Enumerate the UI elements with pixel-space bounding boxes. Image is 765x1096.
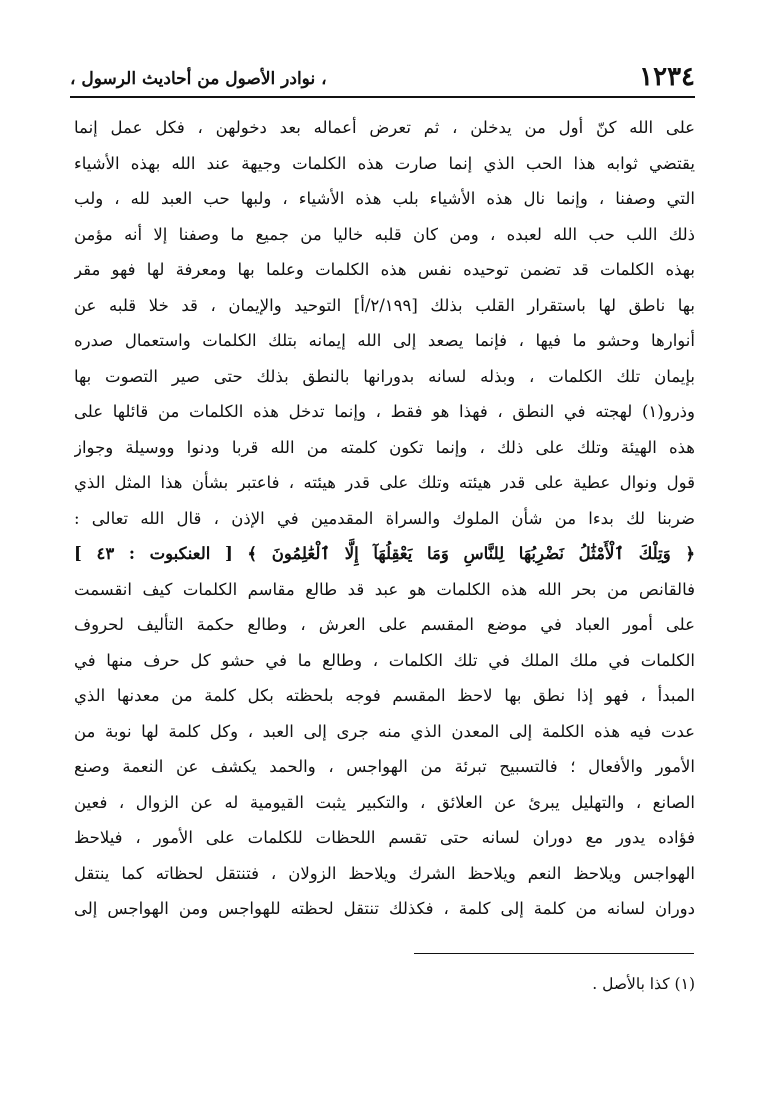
quran-verse-line: ﴿ وَتِلْكَ ٱلْأَمْثَٰلُ نَضْرِبُهَا لِلنَّاسِ وَمَا يَعْقِلُهَآ إِلَّا ٱلْعَٰلِمُونَ ﴾ [ العنكبوت : ٤٣ ] [74,544,695,563]
body-line: وذرو(١) لهجته في النطق ، فهذا هو فقط ، وإنما تدخل هذه الكلمات من قائلها على [74,402,695,421]
body-line: المبدأ ، فهو إذا نطق بها لاحظ المقسم فوجه بلحظته بكل كلمة من معدنها الذي [74,686,695,705]
body-line: فؤاده يدور مع دوران لسانه حتى تقسم اللحظات للكلمات على الأمور ، فيلاحظ [74,828,695,847]
body-text [74,110,695,927]
body-line: بإيمان تلك الكلمات ، وبذله لسانه بدورانها بالنطق بذلك حتى صير التصوت بها [74,366,695,386]
running-title: ، نوادر الأصول من أحاديث الرسول ، [70,69,327,89]
body-line: الصانع ، والتهليل يبرئ عن العلائق ، والتكبير يثبت القيومية له عن الزوال ، فعين [74,792,695,812]
body-line: التي وصفنا ، وإنما نال هذه الأشياء بلب هذه الأشياء ، ولبها حب العبد لله ، ولب [74,189,695,208]
body-line: على الله كنّ أول من يدخلن ، ثم تعرض أعماله بعد دخولهن ، فكل عمل إنما [74,118,695,137]
body-line: قول ونوال عطية على قدر هيئته وتلك على قدر هيئته ، فاعتبر بشأن هذا المثل الذي [74,473,695,492]
body-line: على أمور العباد في موضع المقسم على العرش ، وطالع حكمة التأليف لحروف [74,615,695,634]
page-header [70,58,695,92]
body-line: دوران لسانه من كلمة إلى كلمة ، فكذلك تنتقل لحظته للهواجس ومن الهواجس إلى [74,899,695,918]
body-line: عدت فيه هذه الكلمة إلى المعدن الذي منه جرى إلى العبد ، وكل كلمة لها نوبة من [74,721,695,741]
page-number: ١٢٣٤ [639,62,695,92]
body-line: هذه الهيئة وتلك على ذلك ، وإنما تكون كلمته من الله قربا ودنوا ووسيلة وجواز [74,437,695,457]
body-line: فالقانص من بحر الله هذه الكلمات هو عبد قد طالع مقاسم الكلمات كيف انقسمت [74,579,695,599]
body-line: ذلك اللب حب الله لعبده ، ومن كان قلبه خاليا من جميع ما وصفنا إلا أنه مؤمن [74,224,695,244]
body-line: بها ناطق لها باستقرار القلب بذلك [٢/١٩٩/أ] التوحيد والإيمان ، قد خلا قلبه عن [74,295,695,315]
body-line: الهواجس ويلاحظ النعم ويلاحظ الشرك ويلاحظ الزولان ، فتنتقل لحظاته كما ينتقل [74,863,695,883]
header-rule [70,96,695,98]
footnote-rule [414,953,694,954]
footnote: (١) كذا بالأصل . [592,975,695,993]
body-line: الأمور والأفعال ؛ فالتسبيح تبرئة من الهواجس ، والحمد يكشف عن النعمة وصنع [74,757,695,776]
body-line: يقتضي ثوابه هذا الحب الذي إنما صارت هذه الكلمات وجيهة عند الله بهذه الأشياء [74,153,695,173]
body-line: أنوارها وحشو ما فيها ، فإنما يصعد إلى الله إيمانه بتلك الكلمات واستعمال صدره [74,331,695,350]
body-line: الكلمات في ملك الملك في تلك الكلمات ، وطالع ما في حشو كل حرف منها في [74,650,695,670]
body-line: بهذه الكلمات قد تضمن توحيده نفس هذه الكلمات وعلما بها ومعرفة لها فهو مقر [74,260,695,279]
body-line: ضربنا لك بدءا من شأن الملوك والسراة المقدمين في الإذن ، قال الله تعالى : [74,508,695,528]
